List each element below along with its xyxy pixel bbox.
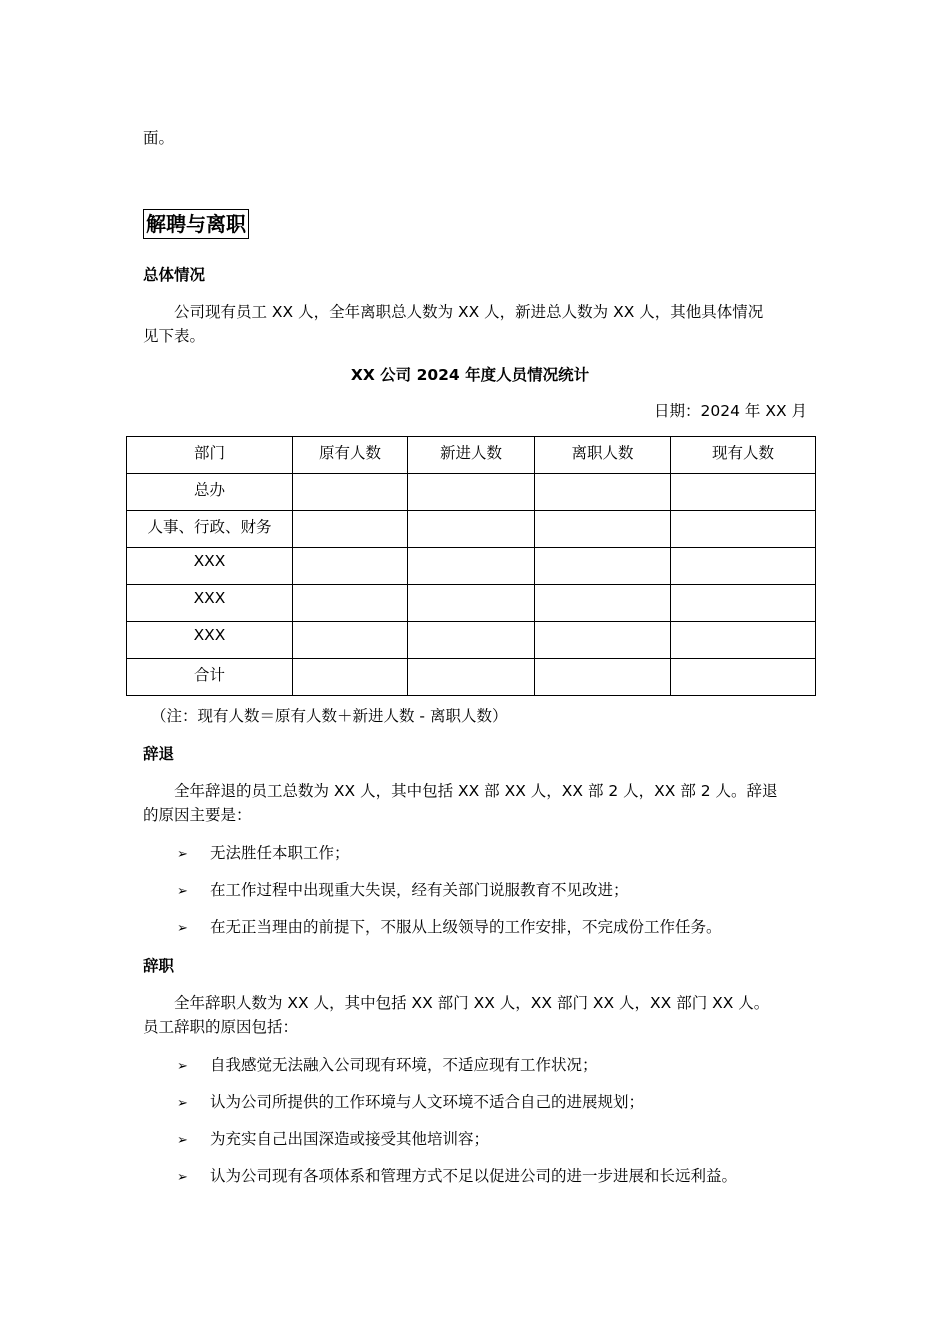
list-item: ➢ 为充实自己出国深造或接受其他培训容； bbox=[177, 1127, 489, 1153]
table-cell bbox=[293, 474, 408, 511]
table-cell bbox=[671, 511, 816, 548]
table-cell-department: XXX bbox=[127, 548, 293, 585]
list-item: ➢ 无法胜任本职工作； bbox=[177, 841, 350, 867]
arrowhead-bullet-icon: ➢ bbox=[177, 847, 188, 862]
list-item: ➢ 自我感觉无法融入公司现有环境，不适应现有工作状况； bbox=[177, 1053, 598, 1079]
list-item: ➢ 在工作过程中出现重大失误，经有关部门说服教育不见改进； bbox=[177, 878, 629, 904]
table-cell bbox=[671, 659, 816, 696]
table-cell bbox=[671, 585, 816, 622]
overall-heading: 总体情况 bbox=[143, 266, 206, 284]
table-header-cell: 现有人数 bbox=[671, 437, 816, 474]
table-cell bbox=[293, 659, 408, 696]
table-row bbox=[127, 474, 816, 511]
table-cell bbox=[408, 585, 535, 622]
table-cell bbox=[408, 474, 535, 511]
table-cell bbox=[535, 622, 671, 659]
list-item: ➢ 认为公司现有各项体系和管理方式不足以促进公司的进一步进展和长远利益。 bbox=[177, 1164, 737, 1190]
table-cell bbox=[671, 474, 816, 511]
table-header-row bbox=[127, 437, 816, 474]
table-cell bbox=[535, 548, 671, 585]
table-total-row bbox=[127, 659, 816, 696]
table-header-cell: 部门 bbox=[127, 437, 293, 474]
staff-statistics-table bbox=[126, 436, 816, 696]
table-cell bbox=[671, 548, 816, 585]
table-row bbox=[127, 548, 816, 585]
list-item: ➢ 认为公司所提供的工作环境与人文环境不适合自己的进展规划； bbox=[177, 1090, 644, 1116]
table-row bbox=[127, 511, 816, 548]
arrowhead-bullet-icon: ➢ bbox=[177, 1059, 188, 1074]
resignation-paragraph-line1: 全年辞职人数为 XX 人，其中包括 XX 部门 XX 人，XX 部门 XX 人，XX 部门 XX 人。 bbox=[143, 994, 770, 1012]
table-title: XX 公司 2024 年度人员情况统计 bbox=[350, 366, 590, 384]
dismissal-heading: 辞退 bbox=[143, 745, 175, 763]
table-cell-department: XXX bbox=[127, 622, 293, 659]
table-cell bbox=[293, 622, 408, 659]
table-cell-department: XXX bbox=[127, 585, 293, 622]
dismissal-paragraph-line1: 全年辞退的员工总数为 XX 人，其中包括 XX 部 XX 人，XX 部 2 人，XX 部 2 人。辞退 bbox=[143, 782, 778, 800]
intro-tail-text: 面。 bbox=[143, 129, 175, 147]
arrowhead-bullet-icon: ➢ bbox=[177, 1133, 188, 1148]
resignation-paragraph-line2: 员工辞职的原因包括： bbox=[143, 1018, 299, 1036]
table-cell-department: 人事、行政、财务 bbox=[127, 511, 293, 548]
table-header-cell: 新进人数 bbox=[408, 437, 535, 474]
table-cell bbox=[408, 659, 535, 696]
table-cell bbox=[293, 548, 408, 585]
table-cell bbox=[293, 585, 408, 622]
table-cell bbox=[535, 511, 671, 548]
resignation-heading: 辞职 bbox=[143, 957, 175, 975]
table-header-cell: 离职人数 bbox=[535, 437, 671, 474]
table-cell bbox=[408, 511, 535, 548]
arrowhead-bullet-icon: ➢ bbox=[177, 884, 188, 899]
table-cell bbox=[535, 585, 671, 622]
arrowhead-bullet-icon: ➢ bbox=[177, 1096, 188, 1111]
table-cell-department: 总办 bbox=[127, 474, 293, 511]
table-date: 日期：2024 年 XX 月 bbox=[654, 402, 807, 420]
table-cell bbox=[671, 622, 816, 659]
table-row bbox=[127, 622, 816, 659]
table-header-cell: 原有人数 bbox=[293, 437, 408, 474]
table-cell bbox=[535, 474, 671, 511]
section-heading: 解聘与离职 bbox=[143, 209, 249, 239]
table-cell bbox=[535, 659, 671, 696]
arrowhead-bullet-icon: ➢ bbox=[177, 1170, 188, 1185]
table-row bbox=[127, 585, 816, 622]
arrowhead-bullet-icon: ➢ bbox=[177, 921, 188, 936]
table-cell-department: 合计 bbox=[127, 659, 293, 696]
dismissal-paragraph-line2: 的原因主要是： bbox=[143, 806, 252, 824]
list-item: ➢ 在无正当理由的前提下，不服从上级领导的工作安排，不完成份工作任务。 bbox=[177, 915, 722, 941]
overall-paragraph-line2: 见下表。 bbox=[143, 327, 206, 345]
overall-paragraph-line1: 公司现有员工 XX 人，全年离职总人数为 XX 人，新进总人数为 XX 人，其他具体情况 bbox=[143, 303, 764, 321]
table-note: （注：现有人数＝原有人数＋新进人数 - 离职人数） bbox=[151, 707, 508, 725]
table-cell bbox=[293, 511, 408, 548]
table-cell bbox=[408, 548, 535, 585]
table-cell bbox=[408, 622, 535, 659]
